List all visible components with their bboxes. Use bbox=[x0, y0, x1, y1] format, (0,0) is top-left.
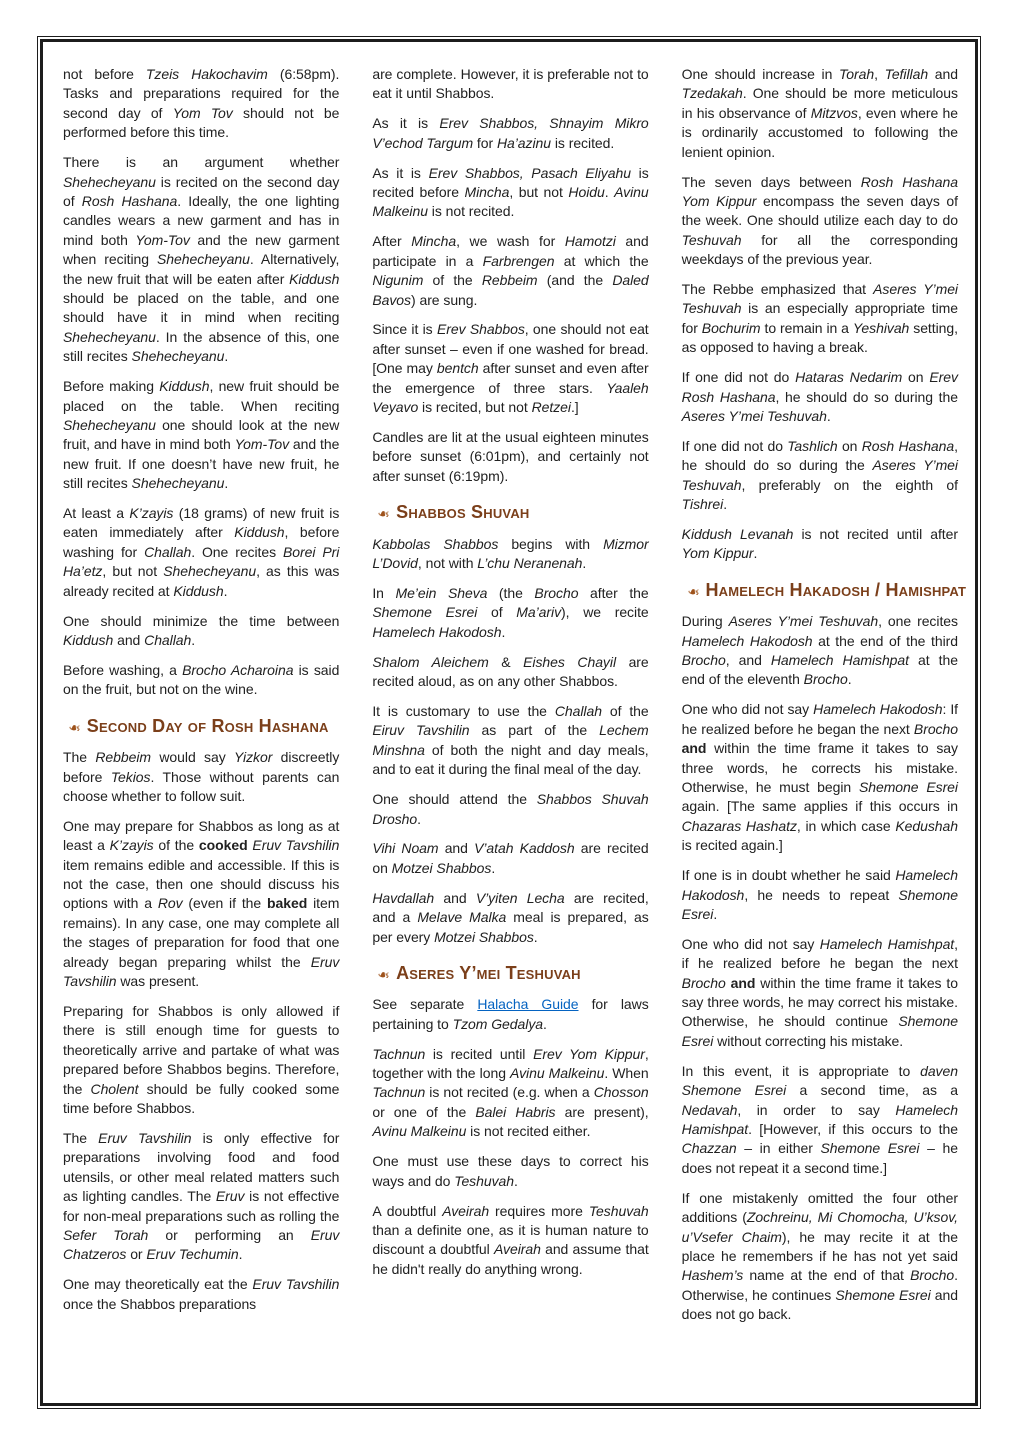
paragraph: One should minimize the time between Kiddush and Challah. bbox=[63, 612, 340, 648]
italic-text: Challah bbox=[554, 702, 602, 719]
italic-text: Mitzvos bbox=[810, 104, 858, 121]
section-heading-text: Hamelech Hakadosh / Hamishpat bbox=[705, 579, 967, 600]
paragraph: After Mincha, we wash for Hamotzi and participate in a Farbrengen at which the Nigunim of the Rebbeim (and the Daled Bavos) are sung. bbox=[372, 233, 649, 308]
italic-text: Ha’azinu bbox=[496, 134, 552, 151]
bold-text: baked bbox=[267, 895, 308, 912]
paragraph: As it is Erev Shabbos, Shnayim Mikro V’echod Targum for Ha’azinu is recited. bbox=[372, 115, 649, 151]
italic-text: Avinu Malkeinu bbox=[372, 1123, 467, 1140]
italic-text: Aseres Y’mei Teshuvah bbox=[681, 408, 827, 424]
italic-text: Aseres Y’mei Teshuvah bbox=[728, 613, 879, 630]
italic-text: Farbrengen bbox=[482, 252, 555, 269]
italic-text: Shehecheyanu bbox=[131, 348, 225, 365]
italic-text: Challah bbox=[144, 543, 192, 560]
italic-text: Hamelech Hamishpat bbox=[819, 935, 955, 952]
italic-text: Avinu Malkeinu bbox=[372, 184, 649, 220]
italic-text: Shehecheyanu bbox=[63, 328, 156, 345]
paragraph: Preparing for Shabbos is only allowed if there is still enough time for guests to theoretically arrive and partake of what was prepared before Shabbos begins. Therefore, the Cholent should be fully cooked some time before Shabbos. bbox=[63, 1002, 340, 1116]
italic-text: Chazzan bbox=[681, 1140, 737, 1157]
italic-text: Eruv bbox=[215, 1188, 245, 1205]
italic-text: Brocho bbox=[913, 720, 958, 737]
paragraph: If one did not do Hataras Nedarim on Erev Rosh Hashana, he should do so during the Aseres Y’mei Teshuvah. bbox=[681, 369, 958, 424]
italic-text: Bochurim bbox=[701, 319, 761, 336]
italic-text: Kiddush bbox=[234, 524, 285, 541]
italic-text: Hataras Nedarim bbox=[795, 369, 903, 386]
italic-text: Erev Shabbos, Shnayim Mikro V’echod Targum bbox=[372, 115, 649, 151]
italic-text: Eruv Tavshilin bbox=[252, 1276, 340, 1293]
italic-text: Eruv Tavshilin bbox=[98, 1129, 192, 1146]
paragraph: As it is Erev Shabbos, Pasach Eliyahu is recited before Mincha, but not Hoidu. Avinu Malkeinu is not recited. bbox=[372, 164, 649, 220]
section-heading-text: Second Day of Rosh Hashana bbox=[86, 715, 329, 736]
italic-text: Tachnun bbox=[372, 1045, 426, 1062]
italic-text: Mizmor L’Dovid bbox=[372, 535, 649, 572]
italic-text: Motzei Shabbos bbox=[434, 928, 534, 945]
italic-text: Hamelech Hamishpat bbox=[770, 652, 909, 669]
italic-text: Aveirah bbox=[493, 1241, 541, 1258]
paragraph: Vihi Noam and V’atah Kaddosh are recited on Motzei Shabbos. bbox=[372, 840, 649, 876]
page-border-inner bbox=[40, 39, 978, 1406]
paragraph: Havdallah and V’yiten Lecha are recited, and a Melave Malka meal is prepared, as per every Motzei Shabbos. bbox=[372, 889, 649, 945]
italic-text: Hamelech Hakodosh bbox=[681, 867, 958, 903]
italic-text: Shemone Esrei bbox=[858, 779, 958, 795]
italic-text: Cholent bbox=[90, 1080, 139, 1097]
paragraph: The Rebbeim would say Yizkor discreetly before Tekios. Those without parents can choose whether to follow suit. bbox=[63, 749, 340, 804]
italic-text: Yom-Tov bbox=[135, 231, 190, 248]
floral-ornament-icon: ❧ bbox=[376, 505, 392, 525]
italic-text: Tashlich bbox=[787, 437, 838, 454]
page-border-outer bbox=[37, 36, 981, 1409]
italic-text: Hamelech Hamishpat bbox=[681, 1101, 958, 1137]
italic-text: Torah bbox=[839, 66, 875, 82]
halacha-guide-link[interactable]: Halacha Guide bbox=[477, 996, 579, 1013]
italic-text: Melave Malka bbox=[417, 909, 507, 926]
italic-text: Avinu Malkeinu bbox=[510, 1065, 605, 1082]
italic-text: Challah bbox=[144, 631, 192, 648]
column-middle bbox=[372, 65, 648, 1387]
italic-text: Kabbolas Shabbos bbox=[372, 535, 499, 552]
italic-text: Rebbeim bbox=[95, 749, 152, 766]
italic-text: Hamelech Hakodosh bbox=[372, 623, 502, 640]
paragraph: The seven days between Rosh Hashana Yom Kippur encompass the seven days of the week. One should utilize each day to do Teshuvah for all the corresponding weekdays of the previous year. bbox=[681, 173, 958, 268]
italic-text: Tishrei bbox=[681, 496, 724, 513]
italic-text: Kiddush bbox=[63, 631, 114, 648]
italic-text: Teshuvah bbox=[681, 231, 742, 248]
italic-text: Brocho bbox=[681, 652, 726, 669]
italic-text: Kiddush Levanah bbox=[681, 526, 794, 543]
italic-text: Nigunim bbox=[372, 272, 424, 289]
italic-text: Tzom Gedalya bbox=[452, 1015, 544, 1032]
section-heading-text: Shabbos Shuvah bbox=[396, 502, 530, 523]
italic-text: Balei Habris bbox=[475, 1103, 556, 1120]
italic-text: Brocho Acharoina bbox=[182, 661, 294, 678]
paragraph: In this event, it is appropriate to daven Shemone Esrei a second time, as a Nedavah, in order to say Hamelech Hamishpat. [However, if this occurs to the Chazzan – in either Shemone Esrei – he does not repeat it a second time.] bbox=[681, 1062, 958, 1176]
italic-text: Kedushah bbox=[895, 817, 958, 834]
italic-text: Eruv Tavshilin bbox=[252, 837, 340, 854]
italic-text: Erev Yom Kippur bbox=[533, 1045, 645, 1062]
italic-text: Zochreinu, Mi Chomocha, U’ksov, u’Vsefer Chaim bbox=[681, 1209, 958, 1245]
section-heading bbox=[372, 503, 648, 524]
paragraph: One who did not say Hamelech Hamishpat, if he realized before he began the next Brocho and within the time frame it takes to say three words, he may correct his mistake. Otherwise, he should continue Shemone Esrei without correcting his mistake. bbox=[681, 935, 958, 1049]
paragraph: not before Tzeis Hakochavim (6:58pm). Tasks and preparations required for the second day of Yom Tov should not be performed before this time. bbox=[63, 66, 340, 141]
paragraph: There is an argument whether Shehecheyanu is recited on the second day of Rosh Hashana. Ideally, the one lighting candles wears a new garment and has in mind both Yom-Tov and the new garment when reciting Shehecheyanu. Alternatively, the new fruit that will be eaten after Kiddush should be placed on the table, and one should have it in mind when reciting Shehecheyanu. In the absence of this, one still recites Shehecheyanu. bbox=[63, 154, 340, 365]
paragraph: One who did not say Hamelech Hakodosh: If he realized before he began the next Brocho and within the time frame it takes to say three words, he corrects his mistake. Otherwise, he must begin Shemone Esrei again. [The same applies if this occurs in Chazaras Hashatz, in which case Kedushah is recited again.] bbox=[681, 701, 959, 854]
italic-text: Havdallah bbox=[372, 889, 435, 906]
italic-text: Borei Pri Ha’etz bbox=[63, 543, 340, 580]
italic-text: Nedavah bbox=[681, 1101, 738, 1118]
italic-text: Sefer Torah bbox=[63, 1226, 149, 1243]
italic-text: Erev Shabbos bbox=[436, 321, 525, 338]
floral-ornament-icon: ❧ bbox=[376, 966, 392, 985]
paragraph: If one did not do Tashlich on Rosh Hashana, he should do so during the Aseres Y’mei Teshuvah, preferably on the eighth of Tishrei. bbox=[681, 437, 958, 513]
italic-text: Shemone Esrei bbox=[681, 886, 958, 922]
italic-text: K’zayis bbox=[109, 837, 154, 854]
italic-text: Yaaleh Veyavo bbox=[372, 379, 649, 416]
italic-text: Erev Rosh Hashana bbox=[681, 369, 958, 405]
paragraph: During Aseres Y’mei Teshuvah, one recites Hamelech Hakodosh at the end of the third Brocho, and Hamelech Hamishpat at the end of the eleventh Brocho. bbox=[681, 613, 958, 688]
italic-text: Hashem’s bbox=[681, 1267, 744, 1284]
paragraph: If one mistakenly omitted the four other additions (Zochreinu, Mi Chomocha, U’ksov, u’Vsefer Chaim), he may recite it at the place he remembers if he has not yet said Hashem’s name at the end of that Brocho. Otherwise, he continues Shemone Esrei and does not go back. bbox=[681, 1189, 958, 1323]
italic-text: Shemone Esrei bbox=[681, 1082, 787, 1099]
paragraph: Tachnun is recited until Erev Yom Kippur, together with the long Avinu Malkeinu. When Tachnun is not recited (e.g. when a Chosson or one of the Balei Habris are present), Avinu Malkeinu is not recited either. bbox=[372, 1045, 649, 1140]
italic-text: Shehecheyanu bbox=[131, 475, 225, 492]
italic-text: V’atah Kaddosh bbox=[474, 840, 575, 857]
italic-text: Aseres Y’mei Teshuvah bbox=[681, 281, 958, 317]
italic-text: K’zayis bbox=[129, 505, 174, 522]
italic-text: Rebbeim bbox=[481, 272, 538, 289]
italic-text: Shehecheyanu bbox=[63, 173, 156, 190]
italic-text: Eishes Chayil bbox=[523, 653, 617, 670]
italic-text: Hoidu bbox=[568, 184, 605, 201]
paragraph: Before making Kiddush, new fruit should be placed on the table. When reciting Shehecheyanu one should look at the new fruit, and have in mind both Yom-Tov and the new fruit. If one doesn’t have new fruit, he still recites Shehecheyanu. bbox=[63, 378, 340, 492]
paragraph: Shalom Aleichem & Eishes Chayil are recited aloud, as on any other Shabbos. bbox=[372, 653, 649, 690]
italic-text: Tekios bbox=[110, 768, 151, 785]
italic-text: Brocho bbox=[803, 671, 848, 688]
italic-text: Rosh Hashana bbox=[81, 192, 178, 209]
italic-text: Rosh Hashana bbox=[861, 437, 955, 454]
italic-text: Yom-Tov bbox=[234, 436, 290, 453]
italic-text: daven bbox=[920, 1062, 958, 1079]
paragraph: In Me’ein Sheva (the Brocho after the Shemone Esrei of Ma’ariv), we recite Hamelech Hakodosh. bbox=[372, 584, 649, 640]
italic-text: Shemone Esrei bbox=[681, 1013, 958, 1049]
italic-text: Teshuvah bbox=[588, 1202, 649, 1219]
italic-text: Tachnun bbox=[372, 1084, 426, 1101]
italic-text: Shabbos Shuvah Drosho bbox=[372, 791, 649, 827]
italic-text: Hamelech Hakodosh bbox=[681, 632, 813, 649]
italic-text: Teshuvah bbox=[454, 1172, 515, 1189]
paragraph: The Eruv Tavshilin is only effective for preparations involving food and food utensils, or other meal related matters such as lighting candles. The Eruv is not effective for non-meal preparations such as rolling the Sefer Torah or performing an Eruv Chatzeros or Eruv Techumin. bbox=[63, 1129, 340, 1263]
italic-text: Shemone Esrei bbox=[372, 604, 478, 621]
paragraph: are complete. However, it is preferable not to eat it until Shabbos. bbox=[372, 66, 649, 102]
italic-text: Yom Tov bbox=[172, 104, 233, 121]
paragraph: Candles are lit at the usual eighteen minutes before sunset (6:01pm), and certainly not after sunset (6:19pm). bbox=[372, 429, 649, 484]
italic-text: Chosson bbox=[593, 1084, 649, 1101]
italic-text: Aveirah bbox=[442, 1202, 490, 1219]
paragraph: Before washing, a Brocho Acharoina is said on the fruit, but not on the wine. bbox=[63, 661, 340, 698]
italic-text: Eruv Chatzeros bbox=[63, 1226, 340, 1263]
section-heading bbox=[372, 964, 648, 985]
section-heading-text: Aseres Y’mei Teshuvah bbox=[396, 962, 581, 983]
italic-text: Mincha bbox=[411, 233, 457, 250]
italic-text: L’chu Neranenah bbox=[477, 555, 583, 572]
three-column-layout bbox=[63, 65, 967, 1387]
italic-text: Hamotzi bbox=[564, 233, 616, 250]
italic-text: Mincha bbox=[464, 184, 510, 201]
column-right bbox=[681, 65, 967, 1387]
paragraph: One should attend the Shabbos Shuvah Drosho. bbox=[372, 791, 649, 827]
italic-text: Brocho bbox=[681, 974, 726, 991]
italic-text: Shalom Aleichem bbox=[372, 653, 489, 670]
bold-text: and bbox=[681, 740, 707, 757]
italic-text: Shemone Esrei bbox=[820, 1140, 920, 1157]
bold-text: cooked bbox=[198, 837, 248, 854]
paragraph: If one is in doubt whether he said Hamelech Hakodosh, he needs to repeat Shemone Esrei. bbox=[681, 867, 958, 922]
italic-text: Tefillah bbox=[884, 66, 929, 82]
italic-text: Yizkor bbox=[234, 749, 273, 766]
italic-text: bentch bbox=[436, 360, 479, 377]
column-left bbox=[63, 65, 339, 1387]
section-heading bbox=[682, 579, 967, 602]
italic-text: Daled Bavos bbox=[372, 272, 649, 308]
paragraph: The Rebbe emphasized that Aseres Y’mei Teshuvah is an especially appropriate time for Bochurim to remain in a Yeshivah setting, as opposed to having a break. bbox=[681, 281, 958, 356]
paragraph: At least a K’zayis (18 grams) of new fruit is eaten immediately after Kiddush, before washing for Challah. One recites Borei Pri Ha’etz, but not Shehecheyanu, as this was already recited at Kiddush. bbox=[63, 505, 340, 599]
italic-text: Brocho bbox=[534, 584, 579, 601]
italic-text: Shemone Esrei bbox=[835, 1286, 931, 1303]
italic-text: Me’ein Sheva bbox=[395, 584, 488, 601]
paragraph: One may prepare for Shabbos as long as at least a K’zayis of the cooked Eruv Tavshilin item remains edible and accessible. If this is not the case, then one should discuss his options with a Rov (even if the baked item remains). In any case, one may complete all the stages of preparation for food that one already began preparing whilst the Eruv Tavshilin was present. bbox=[63, 817, 340, 990]
italic-text: Yeshivah bbox=[852, 319, 910, 336]
paragraph: Kiddush Levanah is not recited until after Yom Kippur. bbox=[681, 526, 958, 562]
italic-text: Tzeis Hakochavim bbox=[145, 66, 268, 82]
paragraph: One must use these days to correct his ways and do Teshuvah. bbox=[372, 1153, 649, 1189]
paragraph: Since it is Erev Shabbos, one should not eat after sunset – even if one washed for bread. [One may bentch after sunset and even after the emergence of three stars. Yaaleh Veyavo is recited, but not Retzei.] bbox=[372, 321, 649, 416]
italic-text: Chazaras Hashatz bbox=[681, 817, 797, 834]
italic-text: Retzei bbox=[531, 399, 571, 416]
paragraph: One should increase in Torah, Tefillah and Tzedakah. One should be more meticulous in his observance of Mitzvos, even where he is ordinarily accustomed to following the lenient opinion. bbox=[681, 66, 958, 160]
paragraph: A doubtful Aveirah requires more Teshuvah than a definite one, as it is human nature to discount a doubtful Aveirah and assume that he didn't really do anything wrong. bbox=[372, 1202, 649, 1277]
floral-ornament-icon: ❧ bbox=[685, 583, 701, 602]
italic-text: Eruv Tavshilin bbox=[63, 953, 340, 990]
paragraph: See separate Halacha Guide for laws pertaining to Tzom Gedalya. bbox=[372, 996, 649, 1032]
italic-text: Aseres Y’mei Teshuvah bbox=[681, 457, 958, 493]
italic-text: Eiruv Tavshilin bbox=[372, 722, 470, 739]
paragraph: One may theoretically eat the Eruv Tavshilin once the Shabbos preparations bbox=[63, 1276, 340, 1312]
italic-text: Vihi Noam bbox=[372, 840, 439, 857]
italic-text: Eruv Techumin bbox=[146, 1246, 239, 1263]
italic-text: V’yiten Lecha bbox=[475, 889, 565, 906]
italic-text: Erev Shabbos, Pasach Eliyahu bbox=[428, 164, 631, 181]
floral-ornament-icon: ❧ bbox=[66, 718, 82, 738]
paragraph: Kabbolas Shabbos begins with Mizmor L’Dovid, not with L’chu Neranenah. bbox=[372, 535, 649, 572]
italic-text: Shehecheyanu bbox=[163, 563, 257, 580]
italic-text: Lechem Minshna bbox=[372, 722, 649, 758]
italic-text: Rov bbox=[157, 895, 183, 912]
italic-text: Kiddush bbox=[173, 582, 224, 599]
italic-text: Rosh Hashana Yom Kippur bbox=[681, 173, 958, 209]
bold-text: and bbox=[730, 974, 756, 991]
italic-text: Motzei Shabbos bbox=[391, 859, 492, 876]
italic-text: Ma’ariv bbox=[516, 604, 562, 621]
italic-text: Shehecheyanu bbox=[63, 416, 156, 433]
italic-text: Shehecheyanu bbox=[157, 251, 250, 268]
italic-text: Kiddush bbox=[159, 378, 210, 395]
paragraph: It is customary to use the Challah of the Eiruv Tavshilin as part of the Lechem Minshna of both the night and day meals, and to eat it during the final meal of the day. bbox=[372, 702, 649, 778]
italic-text: Tzedakah bbox=[681, 85, 743, 102]
section-heading bbox=[63, 717, 339, 738]
italic-text: Yom Kippur bbox=[681, 545, 754, 562]
italic-text: Hamelech Hakodosh bbox=[813, 701, 943, 718]
italic-text: Kiddush bbox=[289, 270, 340, 287]
italic-text: Brocho bbox=[910, 1267, 955, 1284]
